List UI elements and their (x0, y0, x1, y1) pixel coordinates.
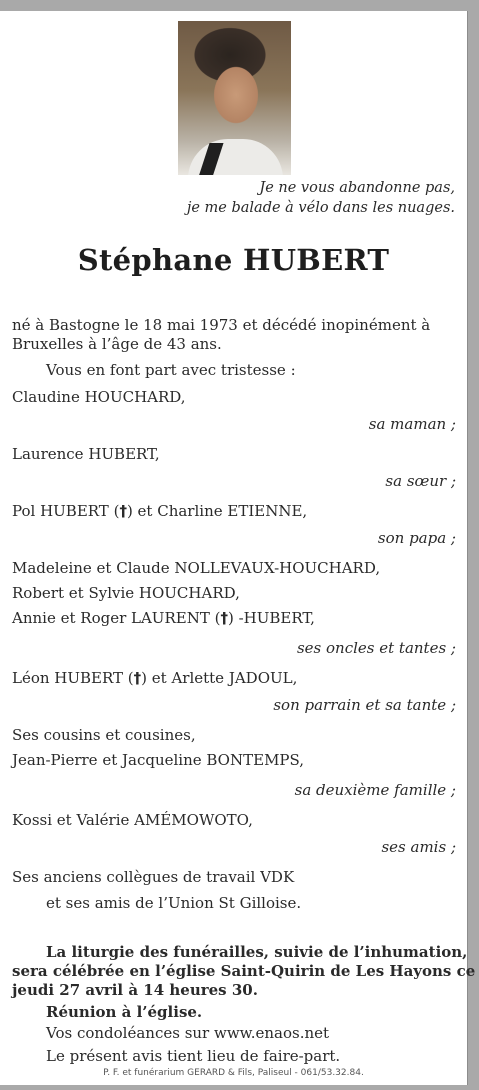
family-member: Kossi et Valérie AMÉMOWOTO, (12, 811, 253, 829)
relationship-label: ses oncles et tantes ; (296, 639, 456, 657)
relationship-label: sa deuxième famille ; (294, 781, 456, 799)
relationship-label: sa maman ; (368, 415, 456, 433)
deceased-name: Stéphane HUBERT (77, 243, 390, 277)
relationship-label: sa sœur ; (385, 472, 456, 490)
family-member: Jean-Pierre et Jacqueline BONTEMPS, (12, 751, 305, 769)
family-member: Laurence HUBERT, (12, 445, 160, 463)
liturgy-line-1: La liturgie des funérailles, suivie de l’inhumation, (46, 943, 468, 961)
portrait-photo (178, 21, 291, 175)
notice-text: Le présent avis tient lieu de faire-part. (46, 1047, 341, 1065)
family-member (12, 502, 307, 520)
epigraph-line-1: Je ne vous abandonne pas, (259, 180, 455, 196)
epigraph-line-2: je me balade à vélo dans les nuages. (186, 200, 455, 216)
member-name-part: Pol HUBERT ( (12, 502, 120, 520)
member-name-part: ) -HUBERT, (227, 609, 315, 627)
announce-text: Vous en font part avec tristesse : (46, 361, 296, 379)
family-member (12, 669, 297, 687)
family-member: Ses cousins et cousines, (12, 726, 196, 744)
member-name-part: Léon HUBERT ( (12, 669, 134, 687)
obituary-notice (0, 11, 476, 1085)
relationship-label: son papa ; (377, 529, 456, 547)
family-member: Ses anciens collègues de travail VDK (12, 868, 295, 886)
reunion-text: Réunion à l’église. (46, 1003, 203, 1021)
family-member (12, 609, 315, 627)
liturgy-line-2: sera célébrée en l’église Saint-Quirin de Les Hayons ce (12, 962, 476, 980)
family-member: Robert et Sylvie HOUCHARD, (12, 584, 240, 602)
relationship-label: ses amis ; (381, 838, 456, 856)
cross-icon: † (220, 609, 228, 627)
liturgy-line-3: jeudi 27 avril à 14 heures 30. (12, 981, 258, 999)
member-name-part: ) et Arlette JADOUL, (141, 669, 298, 687)
intro-line-2: Bruxelles à l’âge de 43 ans. (12, 335, 222, 353)
friends-line: et ses amis de l’Union St Gilloise. (46, 894, 302, 912)
intro-line-1: né à Bastogne le 18 mai 1973 et décédé inopinément à (12, 316, 431, 334)
member-name-part: Annie et Roger LAURENT ( (12, 609, 221, 627)
cross-icon: † (133, 669, 142, 687)
family-member: Madeleine et Claude NOLLEVAUX-HOUCHARD, (12, 559, 381, 577)
funeral-home-footer: P. F. et funérarium GERARD & Fils, Paliseul - 061/53.32.84. (103, 1068, 364, 1078)
relationship-label: son parrain et sa tante ; (273, 696, 456, 714)
member-name-part: ) et Charline ETIENNE, (126, 502, 308, 520)
condolences-text: Vos condoléances sur www.enaos.net (46, 1024, 330, 1042)
cross-icon: † (119, 502, 127, 520)
family-member: Claudine HOUCHARD, (12, 388, 186, 406)
